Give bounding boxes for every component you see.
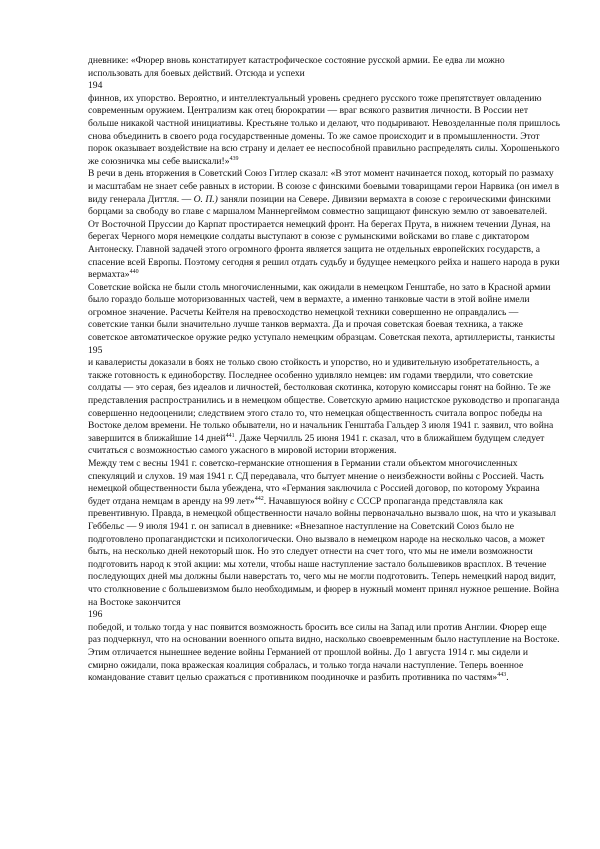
page-number-196: 196 bbox=[88, 609, 103, 621]
page-number-195: 195 bbox=[88, 344, 103, 356]
text-run: дневнике: «Фюрер вновь констатирует катастрофическое состояние русской армии. Ее едва ли можно использовать для боевых действий. Отсюда и успехи bbox=[88, 55, 505, 79]
footnote-ref-440: 440 bbox=[129, 268, 139, 275]
text-run: . bbox=[506, 672, 509, 684]
paragraph-cavalry bbox=[88, 357, 560, 458]
paragraph-victory bbox=[88, 622, 560, 685]
footnote-ref-443: 443 bbox=[497, 671, 507, 678]
footnote-ref-441: 441 bbox=[225, 432, 235, 439]
paragraph-goebbels-diary-start bbox=[88, 55, 560, 80]
text-run: . Даже Черчилль 25 июня 1941 г. сказал, что в ближайшем будущем следует считаться с возможностью самого ужасного в мировой истории вторжения. bbox=[88, 432, 545, 457]
paragraph-soviet-troops bbox=[88, 282, 560, 345]
author-note: О. П.) bbox=[193, 193, 218, 205]
text-run: Советские войска не были столь многочисленными, как ожидали в немецком Генштабе, но зато в Красной армии было гораздо больше моторизованных частей, чем в вермахте, а именно танковые части в этой войне имели огромное значение. Расчеты Кейтеля на превосходство немецкой техники совершенно не оправдались — советские танки были значительно лучше танков вермахта. Да и прочая советская боевая техника, а также советское автоматическое оружие редко уступало немецким образцам. Советская пехота, артиллеристы, танкисты bbox=[88, 281, 555, 344]
text-run: Между тем с весны 1941 г. советско-германские отношения в Германии стали объектом многочисленных спекуляций и слухов. 19 мая 1941 г. СД передавала, что бытует мнение о неизбежности войны с Россией. Часть немецкой общественности была убеждена, что «Германия заключила с Россией договор, по которому Украина будет отдана немцам в аренду на 99 лет» bbox=[88, 458, 544, 507]
paragraph-finns bbox=[88, 93, 560, 169]
text-run: финнов, их упорство. Вероятно, и интеллектуальный уровень среднего русского тоже препятствует овладению современным оружием. Централизм как отец бюрократии — враг всякого развития личности. В России нет больше никакой частной инициативы. Крестьяне только и делают, что подыривают. Невозделанные поля пришлось снова объединить в своего рода государственные домены. То же самое происходит и в промышленности. Этот порок оказывает воздействие на всю страну и делает ее неспособной правильно распределять силы. Хорошенького же союзничка мы себе выискали!» bbox=[88, 92, 560, 167]
page-number-194: 194 bbox=[88, 80, 103, 92]
text-run: В речи в день вторжения в Советский Союз Гитлер сказал: «В этот момент начинается поход, который по размаху и масштабам не знает себе равных в истории. В союзе с финскими боевыми товарищами герои Нарвика (он имел в виду генерала Диттля. — bbox=[88, 168, 560, 205]
text-run: и кавалеристы доказали в боях не только свою стойкость и упорство, но и удивительную изобретательность, а также готовность к единоборству. Последнее особенно удивляло немцев: им годами твердили, что советские солдаты — это серая, без идеалов и личностей, бестолковая скотинка, которую комиссары гонят на бойню. Те же представления распространились и в немецком обществе. Советскую армию нацистское руководство и пропаганда совершенно недооценили; следствием этого стало то, что немецкая общественность считала вопрос победы на Востоке делом времени. Не только обыватели, но и начальник Генштаба Гальдер 3 июля 1941 г. заявил, что война завершится в ближайшие 14 дней bbox=[88, 357, 560, 444]
text-run: . Начавшуюся войну с СССР пропаганда представляла как превентивную. Правда, в немецкой общественности начало войны первоначально вызвало шок, на что и указывал Геббельс — 9 июля 1941 г. он записал в дневнике: «Внезапное наступление на Советский Союз было не подготовлено пропагандистски и психологически. Оно вызвало в немецком народе на несколько часов, а может быть, на несколько дней некоторый шок. Но это следует отнести на счет того, что мы не имели возможности подготовить народ к этой акции: мы хотели, чтобы наше наступление застало большевиков врасплох. В течение последующих дней мы должны были наверстать то, чего мы не могли подготовить. Теперь немецкий народ видит, что столкновение с большевизмом было необходимым, и фюрер в нужный момент принял нужное решение. Война на Востоке закончится bbox=[88, 495, 560, 608]
paragraph-spring-1941 bbox=[88, 458, 560, 609]
document-page bbox=[88, 55, 560, 685]
footnote-ref-442: 442 bbox=[254, 495, 264, 502]
text-run: победой, и только тогда у нас появится возможность бросить все силы на Запад или против Англии. Фюрер еще раз подчеркнул, что на основании военного опыта видно, насколько своевременным было наступление на Востоке. Этим отличается нынешнее ведение войны Германией от прошлой войны. До 1 августа 1914 г. мы сидели и смирно ожидали, пока вражеская коалиция собралась, и только тогда начали наступление. Теперь военное командование ставит целью сражаться с противником поодиночке и разбить противника по частям» bbox=[88, 621, 560, 684]
footnote-ref-439: 439 bbox=[229, 155, 239, 162]
text-run: заняли позиции на Севере. Дивизии вермахта в союзе с героическими финскими борцами за свободу во главе с маршалом Маннергеймом совместно защищают финскую землю от завоевателей. От Восточной Пруссии до Карпат простирается немецкий фронт. На берегах Прута, в нижнем течении Дуная, на берегах Черного моря немецкие солдаты выступают в союзе с румынскими войсками во главе с диктатором Антонеску. Главной задачей этого огромного фронта является защита не отдельных европейских государств, а спасение всей Европы. Поэтому сегодня я решил отдать судьбу и будущее немецкого рейха и нашего народа в руки вермахта» bbox=[88, 193, 560, 281]
paragraph-hitler-speech bbox=[88, 168, 560, 281]
